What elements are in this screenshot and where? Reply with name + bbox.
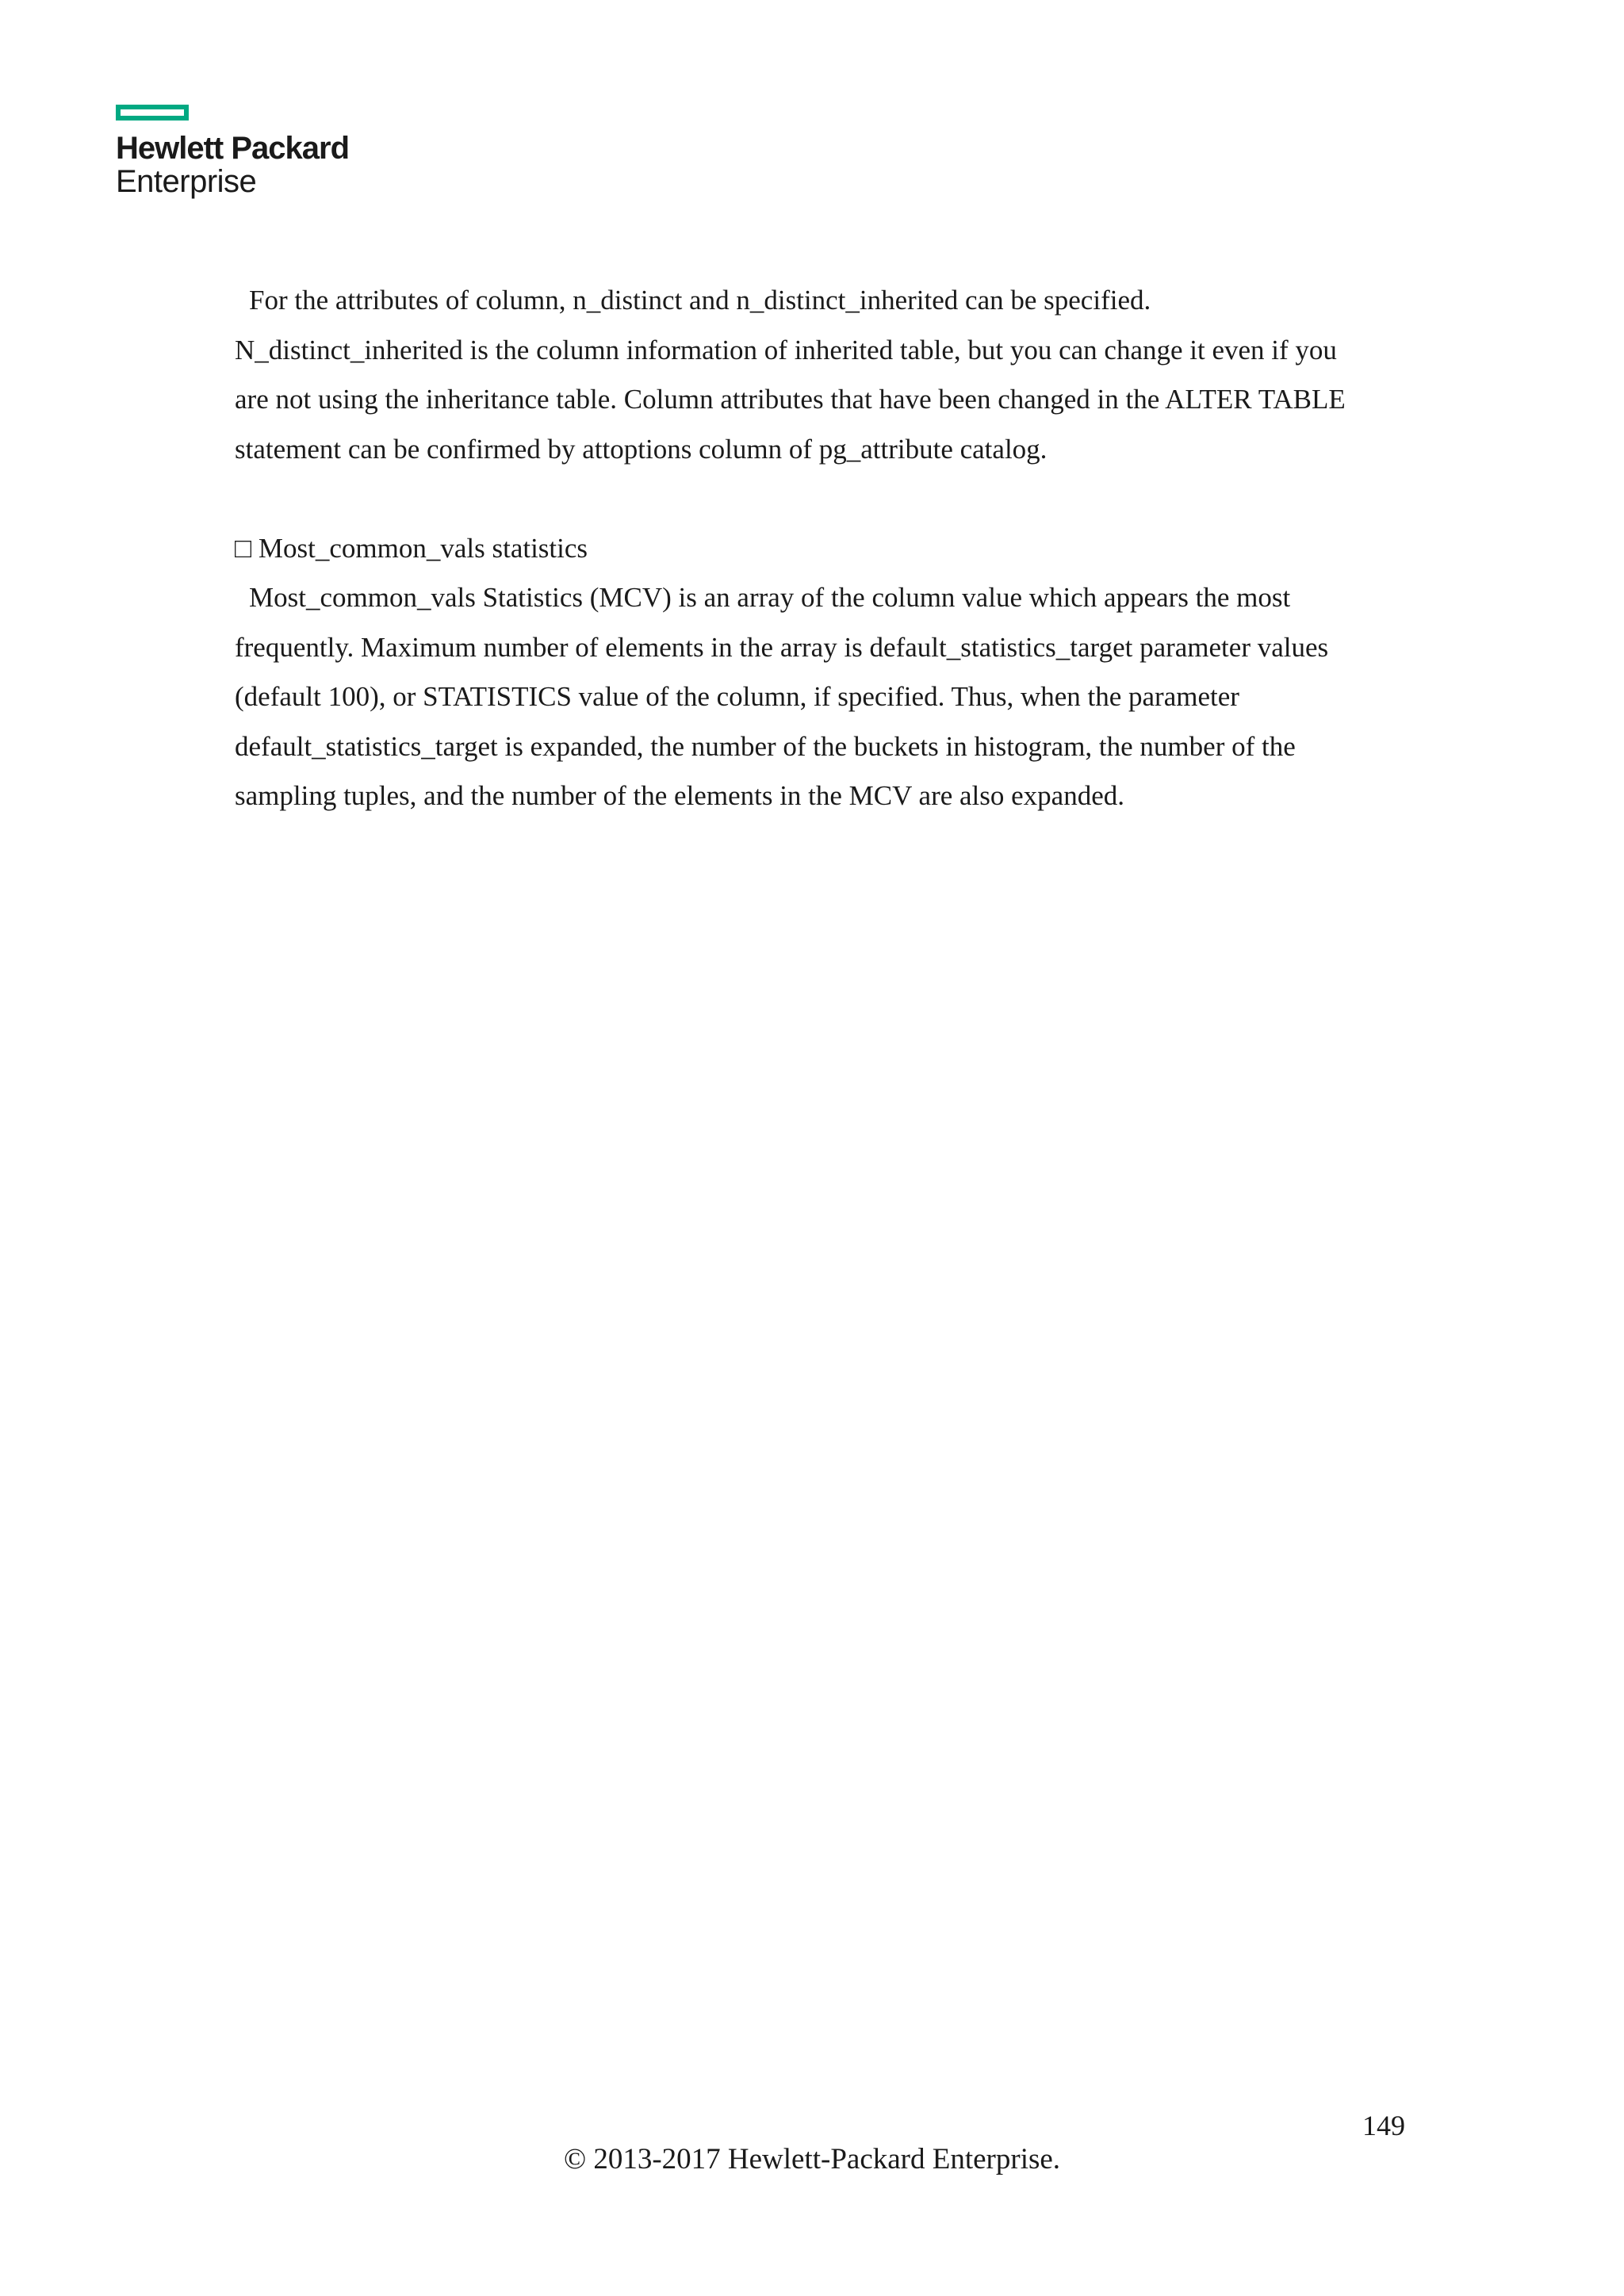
paragraph-line: Most_common_vals Statistics (MCV) is an array of the column value which appears the most: [249, 582, 1291, 613]
logo-text-line2: Enterprise: [116, 164, 257, 199]
paragraph-line: default_statistics_target is expanded, the number of the buckets in histogram, the number of the: [235, 730, 1296, 762]
hpe-logo-bar-icon: [116, 105, 189, 121]
paragraph-mcv: [235, 573, 1408, 821]
copyright-notice: © 2013-2017 Hewlett-Packard Enterprise.: [563, 2143, 1061, 2175]
paragraph-line: frequently. Maximum number of elements in the array is default_statistics_target parameter values: [235, 631, 1329, 663]
paragraph-line: For the attributes of column, n_distinct and n_distinct_inherited can be specified.: [249, 285, 1151, 316]
paragraph-line: N_distinct_inherited is the column information of inherited table, but you can change it even if you: [235, 334, 1337, 365]
hpe-logo: [116, 105, 349, 198]
logo-text-line1: Hewlett Packard: [116, 131, 350, 166]
paragraph-line: sampling tuples, and the number of the elements in the MCV are also expanded.: [235, 780, 1124, 811]
page-number: 149: [1362, 2110, 1405, 2141]
paragraph-line: statement can be confirmed by attoptions column of pg_attribute catalog.: [235, 433, 1048, 465]
paragraph-line: (default 100), or STATISTICS value of the column, if specified. Thus, when the parameter: [235, 681, 1239, 712]
section-heading: □ Most_common_vals statistics: [235, 532, 588, 564]
paragraph-column-attributes: [235, 276, 1408, 474]
body-content: [235, 276, 1408, 821]
paragraph-line: are not using the inheritance table. Column attributes that have been changed in the ALTER TABLE: [235, 384, 1346, 415]
